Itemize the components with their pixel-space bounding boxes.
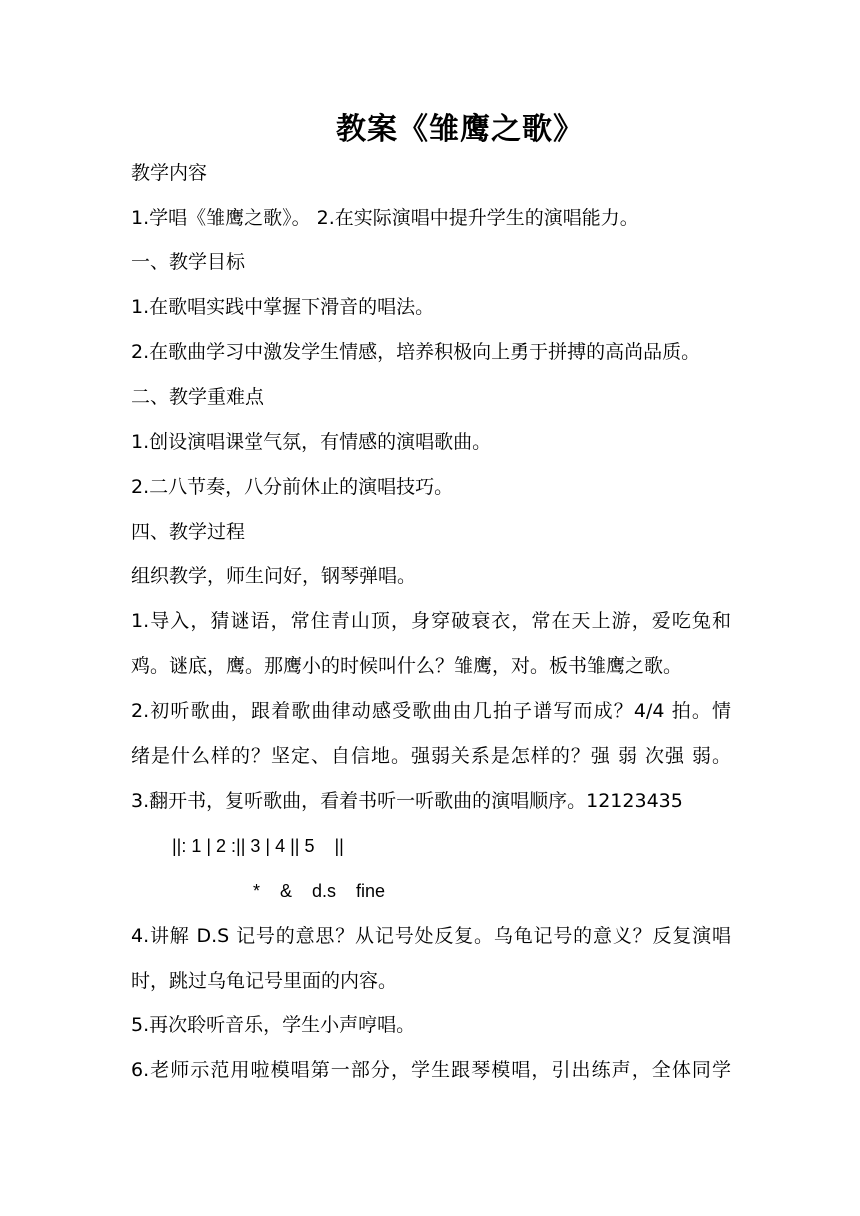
repeat-symbols-line: * & d.s fine — [253, 881, 386, 901]
key-point-line-2: 2.二八节奏，八分前休止的演唱技巧。 — [131, 476, 454, 498]
content-line: 1.学唱《雏鹰之歌》。 2.在实际演唱中提升学生的演唱能力。 — [131, 207, 639, 229]
process-step-4-line-1: 4.讲解 D.S 记号的意思？从记号处反复。乌龟记号的意义？反复演唱 — [131, 925, 731, 947]
process-step-3-line: 3.翻开书，复听歌曲，看着书听一听歌曲的演唱顺序。12123435 — [131, 790, 683, 812]
key-point-line-1: 1.创设演唱课堂气氛，有情感的演唱歌曲。 — [131, 431, 492, 453]
goal-line-2: 2.在歌曲学习中激发学生情感，培养积极向上勇于拼搏的高尚品质。 — [131, 341, 701, 363]
process-step-6-line: 6.老师示范用啦模唱第一部分，学生跟琴模唱，引出练声，全体同学 — [131, 1059, 731, 1081]
section-heading-key-points: 二、教学重难点 — [131, 386, 265, 408]
process-step-4-line-2: 时，跳过乌龟记号里面的内容。 — [131, 970, 398, 992]
section-heading-goals: 一、教学目标 — [131, 251, 246, 273]
process-intro-line: 组织教学，师生问好，钢琴弹唱。 — [131, 565, 417, 587]
goal-line-1: 1.在歌唱实践中掌握下滑音的唱法。 — [131, 296, 435, 318]
section-heading-content: 教学内容 — [131, 162, 208, 184]
process-step-2-line-2: 绪是什么样的？坚定、自信地。强弱关系是怎样的？强 弱 次强 弱。 — [131, 745, 731, 767]
process-step-5-line: 5.再次聆听音乐，学生小声哼唱。 — [131, 1014, 416, 1036]
repeat-notation-line: ||: 1 | 2 :|| 3 | 4 || 5 || — [172, 836, 344, 856]
process-step-1-line-1: 1.导入，猜谜语，常住青山顶，身穿破衰衣，常在天上游，爱吃兔和 — [131, 610, 731, 632]
process-step-2-line-1: 2.初听歌曲，跟着歌曲律动感受歌曲由几拍子谱写而成？4/4 拍。情 — [131, 700, 731, 722]
section-heading-process: 四、教学过程 — [131, 521, 246, 543]
process-step-1-line-2: 鸡。谜底，鹰。那鹰小的时候叫什么？雏鹰，对。板书雏鹰之歌。 — [131, 655, 683, 677]
document-title: 教案《雏鹰之歌》 — [336, 112, 584, 147]
